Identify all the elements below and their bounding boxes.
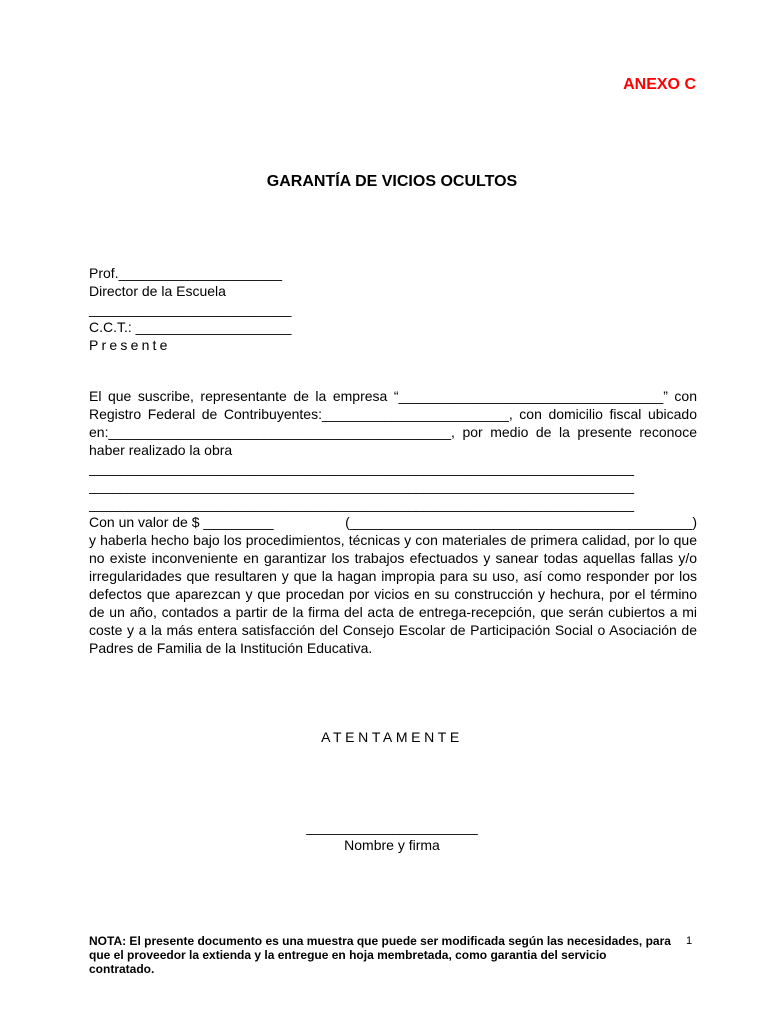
prof-line: Prof._____________________ (89, 265, 283, 281)
atentamente-label: ATENTAMENTE (321, 729, 463, 745)
addressee-block (89, 264, 291, 354)
valor-in-words: (____________________________________________) (345, 514, 697, 530)
intro-paragraph: El que suscribe, representante de la empresa “__________________________________” con Registro Federal de Contribuyentes:________________________, con domicilio fiscal ubicado en:____________________________________________, por medio de la presente reconoce haber realizado la obra (89, 388, 697, 458)
document-title: GARANTÍA DE VICIOS OCULTOS (266, 173, 518, 190)
signature-label: Nombre y firma (344, 837, 440, 853)
footer-note: NOTA: El presente documento es una muestra que puede ser modificada según las necesidades, para que el proveedor la extienda y la entregue en hoja membretada, como garantia del servicio contratado. (89, 934, 671, 976)
obra-blank-line-1: ______________________________________________________________________ (89, 460, 635, 476)
body-text (89, 387, 697, 657)
signature-block (0, 818, 768, 854)
presente-label: Presente (89, 337, 171, 353)
school-blank-line: __________________________ (89, 301, 292, 317)
signature-line: ______________________ (306, 819, 478, 835)
valor-line (89, 513, 697, 531)
obra-blank-line-3: ______________________________________________________________________ (89, 496, 635, 512)
annex-label: ANEXO C (623, 76, 696, 93)
director-line: Director de la Escuela (89, 283, 226, 299)
obra-blank-line-2: ______________________________________________________________________ (89, 478, 635, 494)
valor-amount: Con un valor de $ _________ (89, 514, 274, 530)
main-paragraph: y haberla hecho bajo los procedimientos, técnicas y con materiales de primera calidad, por lo que no existe inconveniente en garantizar los trabajos efectuados y sanear todas aquellas fallas y/o irregularidades que resultaren y que la hagan impropia para su uso, así como responder por los defectos que aparezcan y que procedan por vicios en su construcción y hechura, por el término de un año, contados a partir de la firma del acta de entrega-recepción, que serán cubiertos a mi coste y a la más entera satisfacción del Consejo Escolar de Participación Social o Asociación de Padres de Familia de la Institución Educativa. (89, 532, 697, 656)
cct-line: C.C.T.: ____________________ (89, 319, 292, 335)
page-number: 1 (686, 935, 693, 947)
